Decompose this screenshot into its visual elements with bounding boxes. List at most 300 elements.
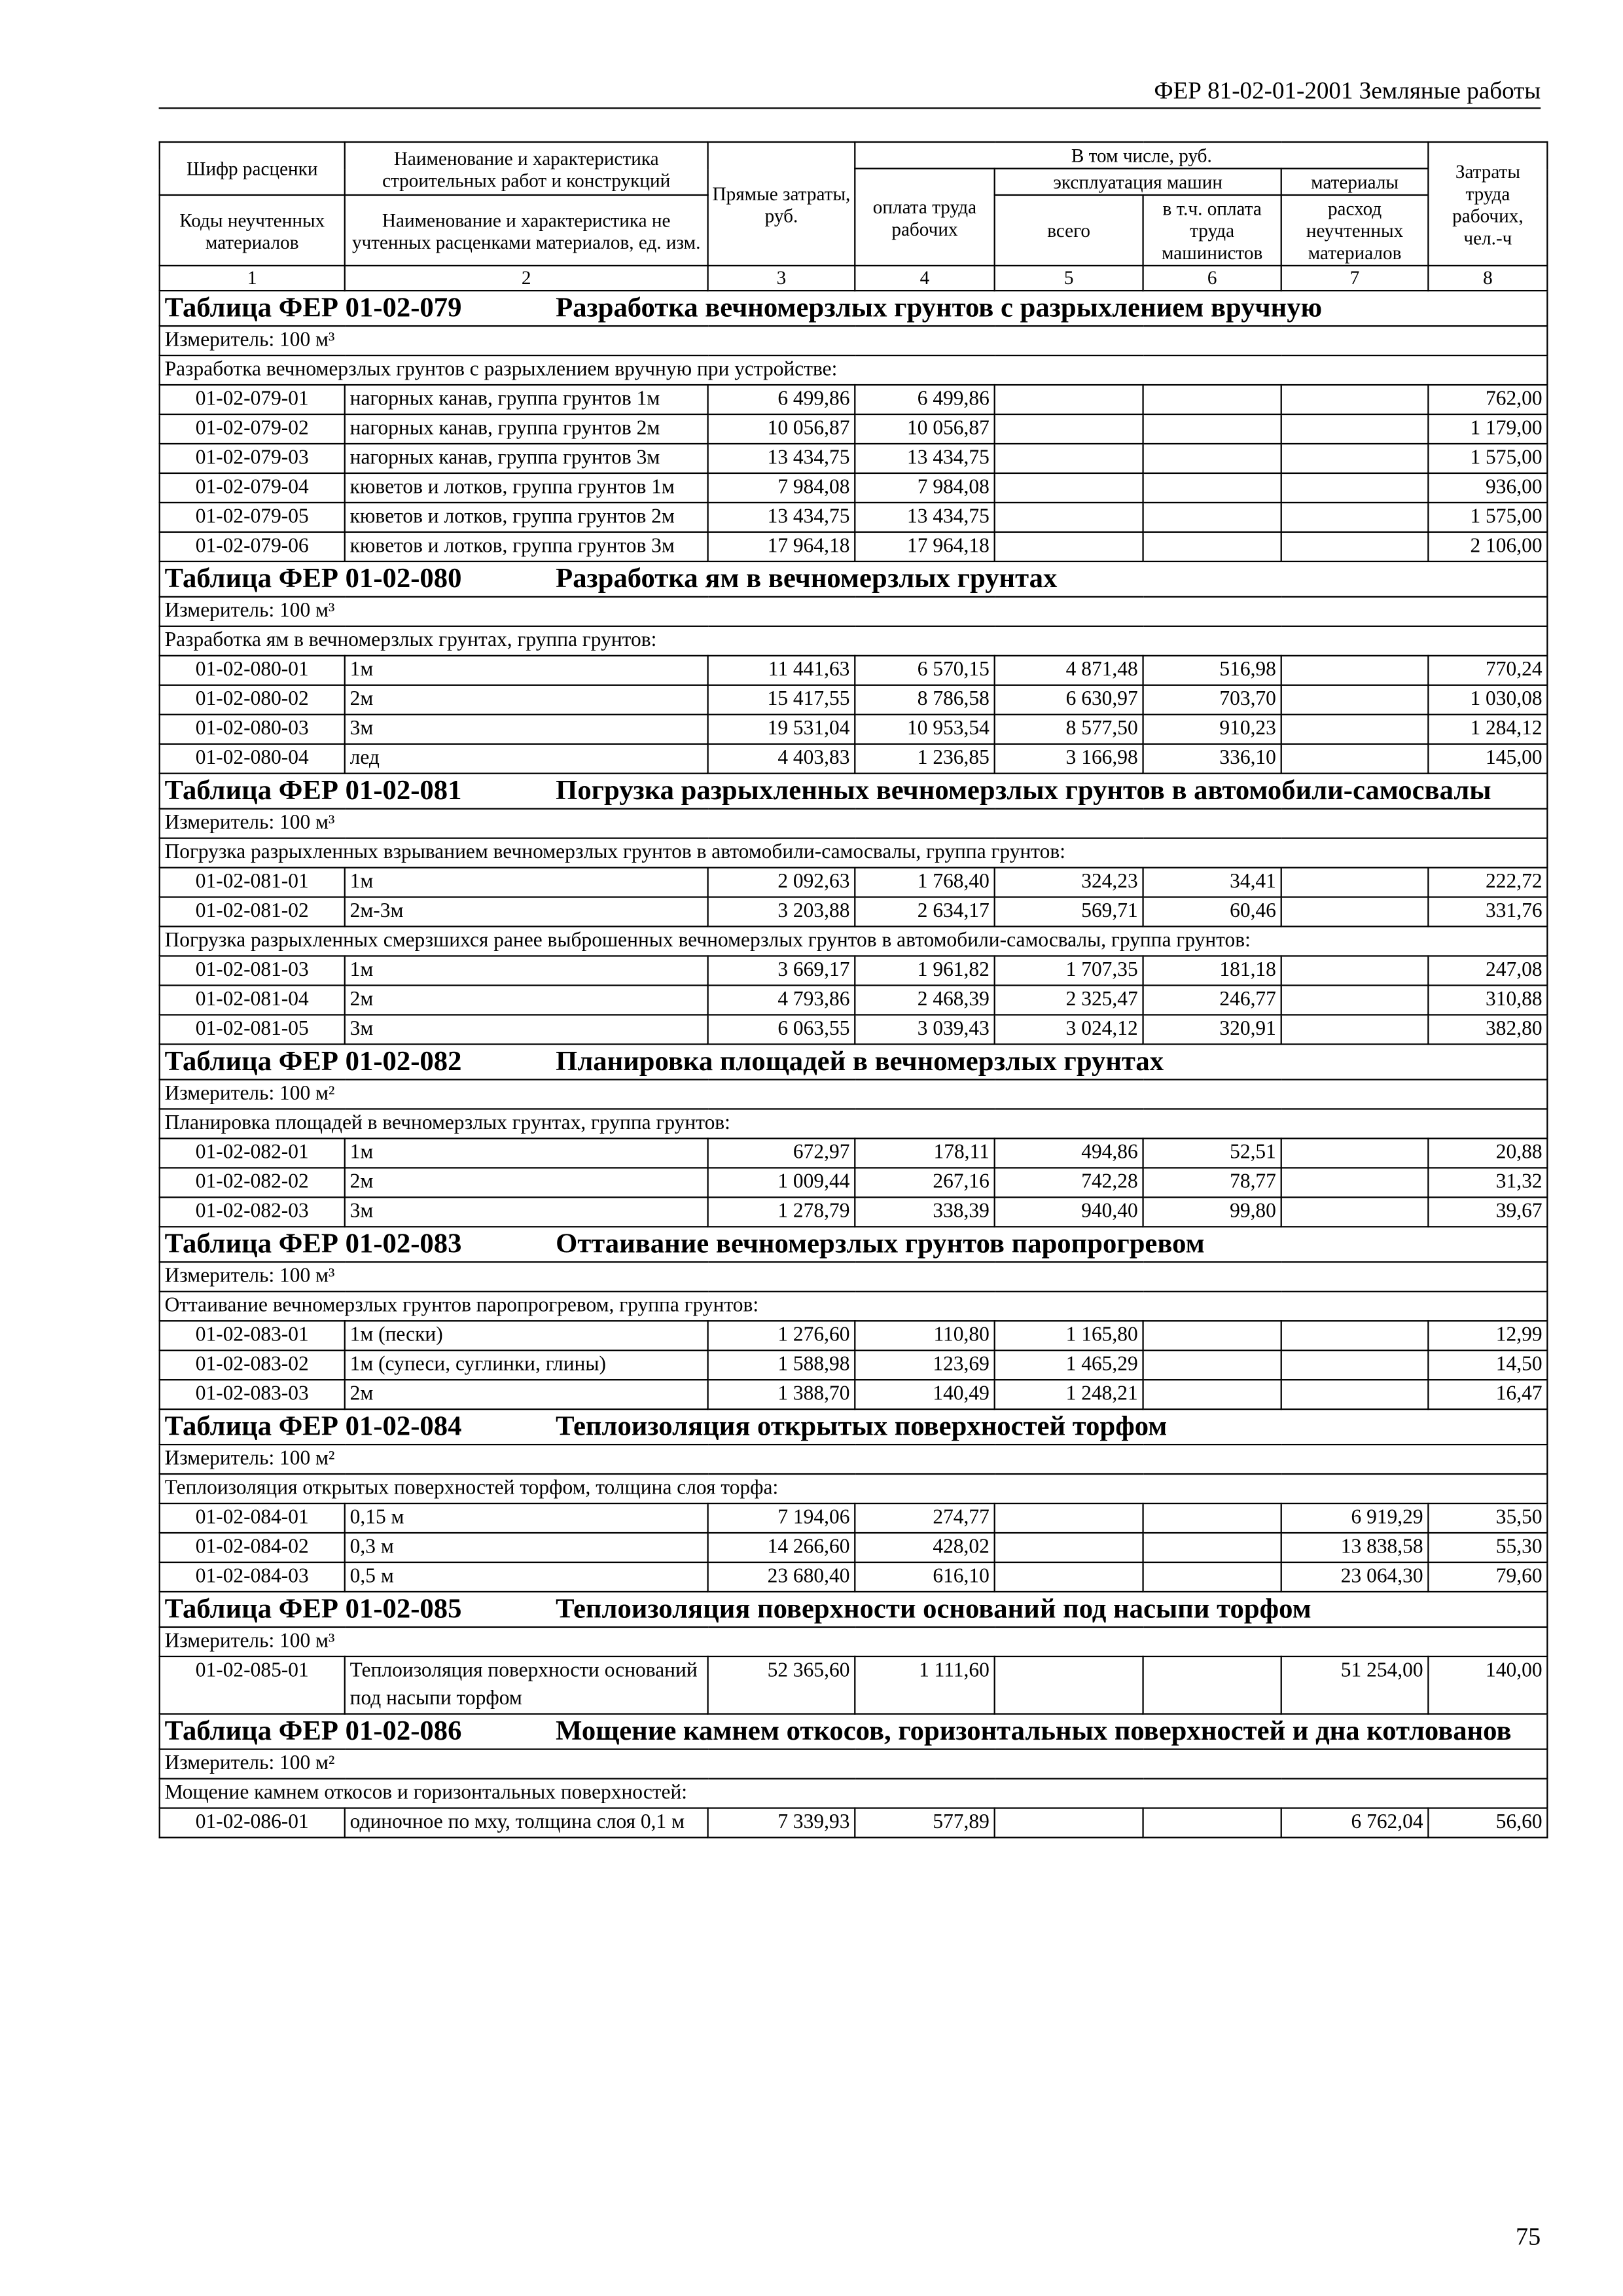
materials-value bbox=[1281, 1321, 1429, 1350]
header-labor: Затраты труда рабочих, чел.-ч bbox=[1428, 142, 1547, 266]
row-description: 1м bbox=[345, 1138, 708, 1168]
machines-operators-value bbox=[1143, 473, 1281, 503]
row-description: нагорных канав, группа грунтов 3м bbox=[345, 444, 708, 473]
machines-total-value: 1 707,35 bbox=[995, 956, 1143, 986]
machines-total-value: 1 465,29 bbox=[995, 1350, 1143, 1380]
row-code: 01-02-079-05 bbox=[160, 503, 345, 532]
materials-value bbox=[1281, 1014, 1429, 1044]
materials-value: 13 838,58 bbox=[1281, 1533, 1429, 1562]
labor-value: 79,60 bbox=[1428, 1562, 1547, 1592]
direct-costs-value: 4 793,86 bbox=[708, 986, 855, 1015]
running-header: ФЕР 81-02-01-2001 Земляные работы bbox=[1154, 76, 1541, 105]
row-code: 01-02-080-01 bbox=[160, 656, 345, 685]
machines-operators-value bbox=[1143, 414, 1281, 444]
table-row bbox=[160, 1533, 1548, 1562]
row-code: 01-02-080-04 bbox=[160, 744, 345, 774]
machines-operators-value bbox=[1143, 1562, 1281, 1592]
section-title-row bbox=[160, 1714, 1548, 1749]
workers-pay-value: 13 434,75 bbox=[855, 503, 994, 532]
row-description: 3м bbox=[345, 1014, 708, 1044]
table-header bbox=[160, 142, 1548, 291]
section-title: Разработка ям в вечномерзлых грунтах bbox=[556, 564, 1058, 595]
table-row bbox=[160, 744, 1548, 774]
section-unit: Измеритель: 100 м³ bbox=[160, 1627, 1548, 1657]
row-description: кюветов и лотков, группа грунтов 2м bbox=[345, 503, 708, 532]
section-label: Таблица ФЕР 01-02-079 bbox=[164, 293, 462, 324]
header-materials-unaccounted: расход неучтенных материалов bbox=[1281, 195, 1429, 266]
section-unit: Измеритель: 100 м³ bbox=[160, 809, 1548, 838]
direct-costs-value: 1 588,98 bbox=[708, 1350, 855, 1380]
workers-pay-value: 577,89 bbox=[855, 1808, 994, 1838]
machines-operators-value: 181,18 bbox=[1143, 956, 1281, 986]
row-code: 01-02-081-03 bbox=[160, 956, 345, 986]
subhead-text: Погрузка разрыхленных взрыванием вечномерзлых грунтов в автомобили-самосвалы, группа грунтов: bbox=[160, 838, 1548, 868]
labor-value: 247,08 bbox=[1428, 956, 1547, 986]
table-row bbox=[160, 414, 1548, 444]
materials-value: 51 254,00 bbox=[1281, 1657, 1429, 1714]
labor-value: 1 284,12 bbox=[1428, 715, 1547, 744]
section-title-cell bbox=[160, 1714, 1548, 1749]
section-title-row bbox=[160, 291, 1548, 326]
section-title: Теплоизоляция поверхности оснований под насыпи торфом bbox=[556, 1594, 1311, 1625]
subhead-text: Разработка ям в вечномерзлых грунтах, группа грунтов: bbox=[160, 626, 1548, 656]
machines-total-value: 324,23 bbox=[995, 868, 1143, 897]
header-workers-pay: оплата труда рабочих bbox=[855, 168, 994, 265]
direct-costs-value: 7 984,08 bbox=[708, 473, 855, 503]
row-code: 01-02-081-01 bbox=[160, 868, 345, 897]
workers-pay-value: 10 056,87 bbox=[855, 414, 994, 444]
labor-value: 56,60 bbox=[1428, 1808, 1547, 1838]
direct-costs-value: 10 056,87 bbox=[708, 414, 855, 444]
header-machines-total: всего bbox=[995, 195, 1143, 266]
direct-costs-value: 3 203,88 bbox=[708, 897, 855, 927]
machines-total-value bbox=[995, 532, 1143, 562]
workers-pay-value: 1 961,82 bbox=[855, 956, 994, 986]
row-description: 2м-3м bbox=[345, 897, 708, 927]
labor-value: 145,00 bbox=[1428, 744, 1547, 774]
labor-value: 12,99 bbox=[1428, 1321, 1547, 1350]
materials-value bbox=[1281, 868, 1429, 897]
materials-value bbox=[1281, 1380, 1429, 1409]
column-number: 8 bbox=[1428, 266, 1547, 291]
machines-operators-value: 910,23 bbox=[1143, 715, 1281, 744]
workers-pay-value: 8 786,58 bbox=[855, 685, 994, 715]
row-description: одиночное по мху, толщина слоя 0,1 м bbox=[345, 1808, 708, 1838]
direct-costs-value: 7 194,06 bbox=[708, 1503, 855, 1533]
table-row bbox=[160, 1350, 1548, 1380]
labor-value: 39,67 bbox=[1428, 1197, 1547, 1227]
labor-value: 222,72 bbox=[1428, 868, 1547, 897]
materials-value bbox=[1281, 715, 1429, 744]
row-description: нагорных канав, группа грунтов 1м bbox=[345, 385, 708, 414]
subhead-row bbox=[160, 927, 1548, 956]
column-number: 6 bbox=[1143, 266, 1281, 291]
materials-value bbox=[1281, 532, 1429, 562]
section-title-cell bbox=[160, 1409, 1548, 1444]
row-description: 3м bbox=[345, 715, 708, 744]
subhead-text: Погрузка разрыхленных смерзшихся ранее выброшенных вечномерзлых грунтов в автомобили-самосвалы, группа грунтов: bbox=[160, 927, 1548, 956]
section-heading bbox=[165, 1227, 1543, 1261]
section-unit-row bbox=[160, 1444, 1548, 1474]
labor-value: 55,30 bbox=[1428, 1533, 1547, 1562]
row-code: 01-02-086-01 bbox=[160, 1808, 345, 1838]
machines-total-value: 1 165,80 bbox=[995, 1321, 1143, 1350]
direct-costs-value: 14 266,60 bbox=[708, 1533, 855, 1562]
workers-pay-value: 17 964,18 bbox=[855, 532, 994, 562]
machines-operators-value bbox=[1143, 503, 1281, 532]
table-body bbox=[160, 291, 1548, 1837]
section-heading bbox=[165, 1410, 1543, 1444]
machines-operators-value bbox=[1143, 1657, 1281, 1714]
section-heading bbox=[165, 562, 1543, 596]
section-title: Разработка вечномерзлых грунтов с разрыхлением вручную bbox=[556, 293, 1323, 324]
subhead-row bbox=[160, 1291, 1548, 1321]
row-description: 2м bbox=[345, 685, 708, 715]
table-row bbox=[160, 986, 1548, 1015]
workers-pay-value: 2 634,17 bbox=[855, 897, 994, 927]
section-title-cell bbox=[160, 774, 1548, 809]
labor-value: 14,50 bbox=[1428, 1350, 1547, 1380]
labor-value: 35,50 bbox=[1428, 1503, 1547, 1533]
table-row bbox=[160, 503, 1548, 532]
machines-operators-value bbox=[1143, 1380, 1281, 1409]
direct-costs-value: 3 669,17 bbox=[708, 956, 855, 986]
section-unit-row bbox=[160, 326, 1548, 355]
row-description: 0,15 м bbox=[345, 1503, 708, 1533]
subhead-row bbox=[160, 355, 1548, 385]
direct-costs-value: 1 009,44 bbox=[708, 1168, 855, 1197]
workers-pay-value: 110,80 bbox=[855, 1321, 994, 1350]
section-title: Мощение камнем откосов, горизонтальных поверхностей и дна котлованов bbox=[556, 1715, 1512, 1748]
workers-pay-value: 178,11 bbox=[855, 1138, 994, 1168]
header-direct-costs: Прямые затраты, руб. bbox=[708, 142, 855, 266]
row-description: кюветов и лотков, группа грунтов 1м bbox=[345, 473, 708, 503]
row-description: 2м bbox=[345, 986, 708, 1015]
workers-pay-value: 428,02 bbox=[855, 1533, 994, 1562]
subhead-text: Оттаивание вечномерзлых грунтов паропрогревом, группа грунтов: bbox=[160, 1291, 1548, 1321]
machines-operators-value: 60,46 bbox=[1143, 897, 1281, 927]
machines-operators-value bbox=[1143, 1321, 1281, 1350]
section-heading bbox=[165, 1592, 1543, 1626]
workers-pay-value: 140,49 bbox=[855, 1380, 994, 1409]
row-description: 0,5 м bbox=[345, 1562, 708, 1592]
section-title-cell bbox=[160, 1227, 1548, 1262]
machines-total-value: 8 577,50 bbox=[995, 715, 1143, 744]
subhead-row bbox=[160, 1779, 1548, 1808]
subhead-row bbox=[160, 1109, 1548, 1138]
workers-pay-value: 1 236,85 bbox=[855, 744, 994, 774]
table-row bbox=[160, 1168, 1548, 1197]
materials-value: 23 064,30 bbox=[1281, 1562, 1429, 1592]
direct-costs-value: 23 680,40 bbox=[708, 1562, 855, 1592]
table-row bbox=[160, 715, 1548, 744]
row-code: 01-02-084-01 bbox=[160, 1503, 345, 1533]
workers-pay-value: 1 768,40 bbox=[855, 868, 994, 897]
section-title: Погрузка разрыхленных вечномерзлых грунтов в автомобили-самосвалы bbox=[556, 776, 1491, 807]
section-title-cell bbox=[160, 1044, 1548, 1079]
machines-total-value bbox=[995, 414, 1143, 444]
direct-costs-value: 19 531,04 bbox=[708, 715, 855, 744]
machines-total-value: 742,28 bbox=[995, 1168, 1143, 1197]
materials-value bbox=[1281, 1138, 1429, 1168]
section-title-cell bbox=[160, 1592, 1548, 1627]
direct-costs-value: 15 417,55 bbox=[708, 685, 855, 715]
row-description: лед bbox=[345, 744, 708, 774]
labor-value: 31,32 bbox=[1428, 1168, 1547, 1197]
machines-operators-value: 336,10 bbox=[1143, 744, 1281, 774]
section-label: Таблица ФЕР 01-02-081 bbox=[164, 776, 462, 807]
subhead-text: Планировка площадей в вечномерзлых грунтах, группа грунтов: bbox=[160, 1109, 1548, 1138]
table-row bbox=[160, 473, 1548, 503]
machines-total-value bbox=[995, 1503, 1143, 1533]
section-heading bbox=[165, 1715, 1543, 1749]
machines-operators-value: 246,77 bbox=[1143, 986, 1281, 1015]
section-title-row bbox=[160, 774, 1548, 809]
workers-pay-value: 6 570,15 bbox=[855, 656, 994, 685]
header-machines-operators: в т.ч. оплата труда машинистов bbox=[1143, 195, 1281, 266]
machines-operators-value: 320,91 bbox=[1143, 1014, 1281, 1044]
section-title-row bbox=[160, 1044, 1548, 1079]
row-description: 2м bbox=[345, 1380, 708, 1409]
labor-value: 331,76 bbox=[1428, 897, 1547, 927]
section-label: Таблица ФЕР 01-02-080 bbox=[164, 564, 462, 595]
table-row bbox=[160, 444, 1548, 473]
price-table bbox=[159, 141, 1548, 1839]
section-unit-row bbox=[160, 1262, 1548, 1291]
direct-costs-value: 52 365,60 bbox=[708, 1657, 855, 1714]
row-code: 01-02-082-03 bbox=[160, 1197, 345, 1227]
materials-value bbox=[1281, 444, 1429, 473]
materials-value bbox=[1281, 503, 1429, 532]
section-unit: Измеритель: 100 м² bbox=[160, 1444, 1548, 1474]
table-row bbox=[160, 1014, 1548, 1044]
direct-costs-value: 6 063,55 bbox=[708, 1014, 855, 1044]
section-unit-row bbox=[160, 1749, 1548, 1779]
labor-value: 310,88 bbox=[1428, 986, 1547, 1015]
row-code: 01-02-079-01 bbox=[160, 385, 345, 414]
section-unit-row bbox=[160, 1627, 1548, 1657]
page-number: 75 bbox=[1516, 2222, 1541, 2251]
direct-costs-value: 2 092,63 bbox=[708, 868, 855, 897]
section-title-row bbox=[160, 1592, 1548, 1627]
table-row bbox=[160, 532, 1548, 562]
row-description: Теплоизоляция поверхности оснований под насыпи торфом bbox=[345, 1657, 708, 1714]
machines-operators-value: 516,98 bbox=[1143, 656, 1281, 685]
row-code: 01-02-082-02 bbox=[160, 1168, 345, 1197]
direct-costs-value: 1 388,70 bbox=[708, 1380, 855, 1409]
workers-pay-value: 338,39 bbox=[855, 1197, 994, 1227]
machines-total-value bbox=[995, 1533, 1143, 1562]
section-title: Оттаивание вечномерзлых грунтов паропрогревом bbox=[556, 1229, 1205, 1260]
header-rule bbox=[159, 107, 1541, 109]
row-code: 01-02-084-02 bbox=[160, 1533, 345, 1562]
materials-value bbox=[1281, 897, 1429, 927]
materials-value bbox=[1281, 414, 1429, 444]
direct-costs-value: 672,97 bbox=[708, 1138, 855, 1168]
section-label: Таблица ФЕР 01-02-086 bbox=[164, 1715, 462, 1748]
header-materials: материалы bbox=[1281, 168, 1429, 194]
labor-value: 382,80 bbox=[1428, 1014, 1547, 1044]
machines-total-value bbox=[995, 444, 1143, 473]
machines-operators-value bbox=[1143, 1350, 1281, 1380]
table-row bbox=[160, 1321, 1548, 1350]
table-row bbox=[160, 1197, 1548, 1227]
labor-value: 20,88 bbox=[1428, 1138, 1547, 1168]
machines-operators-value: 34,41 bbox=[1143, 868, 1281, 897]
section-title-row bbox=[160, 1227, 1548, 1262]
row-description: 2м bbox=[345, 1168, 708, 1197]
header-unaccounted-codes: Коды неучтенных материалов bbox=[160, 195, 345, 266]
labor-value: 1 179,00 bbox=[1428, 414, 1547, 444]
section-unit-row bbox=[160, 809, 1548, 838]
machines-operators-value bbox=[1143, 385, 1281, 414]
materials-value bbox=[1281, 744, 1429, 774]
machines-operators-value bbox=[1143, 1503, 1281, 1533]
column-number: 4 bbox=[855, 266, 994, 291]
direct-costs-value: 13 434,75 bbox=[708, 444, 855, 473]
machines-total-value: 6 630,97 bbox=[995, 685, 1143, 715]
workers-pay-value: 267,16 bbox=[855, 1168, 994, 1197]
materials-value bbox=[1281, 385, 1429, 414]
workers-pay-value: 616,10 bbox=[855, 1562, 994, 1592]
labor-value: 1 030,08 bbox=[1428, 685, 1547, 715]
section-unit: Измеритель: 100 м³ bbox=[160, 1262, 1548, 1291]
table-row bbox=[160, 1380, 1548, 1409]
machines-operators-value bbox=[1143, 444, 1281, 473]
machines-operators-value: 99,80 bbox=[1143, 1197, 1281, 1227]
table-row bbox=[160, 1808, 1548, 1838]
row-description: 3м bbox=[345, 1197, 708, 1227]
section-heading bbox=[165, 1045, 1543, 1079]
header-name-bottom: Наименование и характеристика не учтенных расценками материалов, ед. изм. bbox=[345, 195, 708, 266]
labor-value: 936,00 bbox=[1428, 473, 1547, 503]
workers-pay-value: 3 039,43 bbox=[855, 1014, 994, 1044]
section-heading bbox=[165, 774, 1543, 808]
subhead-text: Теплоизоляция открытых поверхностей торфом, толщина слоя торфа: bbox=[160, 1474, 1548, 1503]
table-row bbox=[160, 868, 1548, 897]
row-description: 1м bbox=[345, 656, 708, 685]
row-code: 01-02-079-04 bbox=[160, 473, 345, 503]
section-unit-row bbox=[160, 597, 1548, 626]
materials-value bbox=[1281, 656, 1429, 685]
machines-total-value bbox=[995, 1562, 1143, 1592]
section-label: Таблица ФЕР 01-02-083 bbox=[164, 1229, 462, 1260]
row-description: 1м (супеси, суглинки, глины) bbox=[345, 1350, 708, 1380]
table-row bbox=[160, 1657, 1548, 1714]
materials-value bbox=[1281, 473, 1429, 503]
machines-operators-value: 52,51 bbox=[1143, 1138, 1281, 1168]
machines-operators-value bbox=[1143, 1808, 1281, 1838]
section-label: Таблица ФЕР 01-02-082 bbox=[164, 1046, 462, 1078]
machines-total-value bbox=[995, 1657, 1143, 1714]
machines-total-value bbox=[995, 1808, 1143, 1838]
row-code: 01-02-081-05 bbox=[160, 1014, 345, 1044]
machines-total-value: 3 024,12 bbox=[995, 1014, 1143, 1044]
row-code: 01-02-083-03 bbox=[160, 1380, 345, 1409]
row-description: 1м (пески) bbox=[345, 1321, 708, 1350]
row-code: 01-02-083-02 bbox=[160, 1350, 345, 1380]
row-description: 0,3 м bbox=[345, 1533, 708, 1562]
materials-value bbox=[1281, 1350, 1429, 1380]
column-number: 1 bbox=[160, 266, 345, 291]
column-number: 2 bbox=[345, 266, 708, 291]
direct-costs-value: 6 499,86 bbox=[708, 385, 855, 414]
row-description: 1м bbox=[345, 956, 708, 986]
machines-operators-value bbox=[1143, 532, 1281, 562]
header-cipher: Шифр расценки bbox=[160, 142, 345, 195]
table-row bbox=[160, 897, 1548, 927]
subhead-text: Мощение камнем откосов и горизонтальных поверхностей: bbox=[160, 1779, 1548, 1808]
table-row bbox=[160, 656, 1548, 685]
table-row bbox=[160, 385, 1548, 414]
labor-value: 1 575,00 bbox=[1428, 444, 1547, 473]
subhead-row bbox=[160, 838, 1548, 868]
row-description: кюветов и лотков, группа грунтов 3м bbox=[345, 532, 708, 562]
header-including: В том числе, руб. bbox=[855, 142, 1428, 168]
labor-value: 2 106,00 bbox=[1428, 532, 1547, 562]
workers-pay-value: 123,69 bbox=[855, 1350, 994, 1380]
direct-costs-value: 13 434,75 bbox=[708, 503, 855, 532]
row-code: 01-02-082-01 bbox=[160, 1138, 345, 1168]
direct-costs-value: 11 441,63 bbox=[708, 656, 855, 685]
column-number: 5 bbox=[995, 266, 1143, 291]
machines-operators-value: 703,70 bbox=[1143, 685, 1281, 715]
section-label: Таблица ФЕР 01-02-084 bbox=[164, 1411, 462, 1443]
machines-total-value bbox=[995, 503, 1143, 532]
header-name-top: Наименование и характеристика строительных работ и конструкций bbox=[345, 142, 708, 195]
materials-value bbox=[1281, 986, 1429, 1015]
machines-operators-value: 78,77 bbox=[1143, 1168, 1281, 1197]
machines-total-value bbox=[995, 473, 1143, 503]
row-code: 01-02-079-06 bbox=[160, 532, 345, 562]
machines-operators-value bbox=[1143, 1533, 1281, 1562]
column-number: 3 bbox=[708, 266, 855, 291]
section-label: Таблица ФЕР 01-02-085 bbox=[164, 1594, 462, 1625]
table-row bbox=[160, 685, 1548, 715]
section-unit: Измеритель: 100 м³ bbox=[160, 326, 1548, 355]
table-row bbox=[160, 1138, 1548, 1168]
materials-value bbox=[1281, 1168, 1429, 1197]
materials-value bbox=[1281, 1197, 1429, 1227]
section-unit: Измеритель: 100 м² bbox=[160, 1079, 1548, 1109]
table-row bbox=[160, 1503, 1548, 1533]
machines-total-value: 569,71 bbox=[995, 897, 1143, 927]
machines-total-value: 3 166,98 bbox=[995, 744, 1143, 774]
section-title: Теплоизоляция открытых поверхностей торфом bbox=[556, 1411, 1168, 1443]
row-code: 01-02-079-03 bbox=[160, 444, 345, 473]
direct-costs-value: 7 339,93 bbox=[708, 1808, 855, 1838]
workers-pay-value: 10 953,54 bbox=[855, 715, 994, 744]
row-code: 01-02-080-02 bbox=[160, 685, 345, 715]
machines-total-value: 494,86 bbox=[995, 1138, 1143, 1168]
row-code: 01-02-083-01 bbox=[160, 1321, 345, 1350]
materials-value: 6 919,29 bbox=[1281, 1503, 1429, 1533]
section-unit: Измеритель: 100 м³ bbox=[160, 597, 1548, 626]
section-title-cell bbox=[160, 562, 1548, 597]
header-machines: эксплуатация машин bbox=[995, 168, 1281, 194]
labor-value: 770,24 bbox=[1428, 656, 1547, 685]
direct-costs-value: 1 278,79 bbox=[708, 1197, 855, 1227]
labor-value: 1 575,00 bbox=[1428, 503, 1547, 532]
subhead-row bbox=[160, 626, 1548, 656]
row-code: 01-02-084-03 bbox=[160, 1562, 345, 1592]
section-title-cell bbox=[160, 291, 1548, 326]
row-code: 01-02-081-04 bbox=[160, 986, 345, 1015]
subhead-text: Разработка вечномерзлых грунтов с разрыхлением вручную при устройстве: bbox=[160, 355, 1548, 385]
machines-total-value: 4 871,48 bbox=[995, 656, 1143, 685]
section-title: Планировка площадей в вечномерзлых грунтах bbox=[556, 1046, 1164, 1078]
column-number: 7 bbox=[1281, 266, 1429, 291]
